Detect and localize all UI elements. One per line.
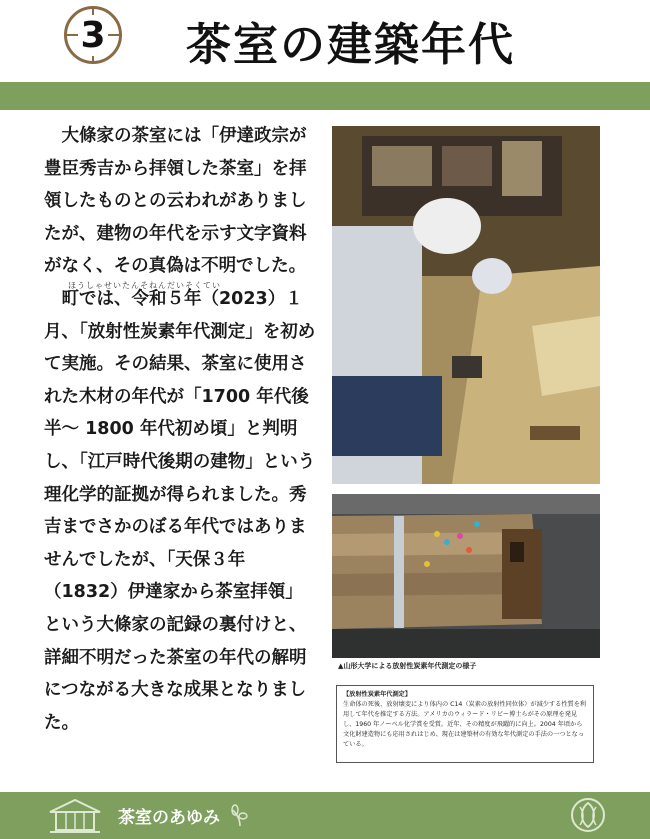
- note-box: [336, 685, 594, 763]
- section-number-badge: [64, 6, 122, 64]
- photo-caption: ▲山形大学による放射性炭素年代測定の様子: [338, 662, 477, 670]
- section-number: 3: [80, 15, 106, 56]
- header: [0, 0, 650, 78]
- title-band: [0, 82, 650, 110]
- note-title: 【放射性炭素年代測定】: [343, 691, 412, 698]
- page-title: 茶室の建築年代: [186, 18, 516, 71]
- paragraph-2: 町では、令和５年（2023）１月、「放射性炭素年代測定」を初めて実施。その結果、茶室に使用された木材の年代が「1700 年代後半～ 1800 年代初め頃」と判明し、「江戸時代後期の建物」という理化学的証拠が得られました。秀吉までさかのぼる年代ではありませんでしたが、「天保３年（1832）伊達家から茶室拝領」という大條家の記録の裏付けと、詳細不明だった茶室の年代の解明につながる大きな成果となりました。: [44, 288, 316, 733]
- teahouse-icon: [48, 798, 102, 838]
- body-text: [44, 120, 320, 739]
- sprig-icon: [230, 804, 250, 832]
- paragraph-1: 大條家の茶室には「伊達政宗が豊臣秀吉から拝領した茶室」を拝領したものとの云われがありましたが、建物の年代を示す文字資料がなく、その真偽は不明でした。: [44, 126, 307, 277]
- photo-measurement-work: [332, 126, 600, 484]
- family-crest-icon: [570, 797, 606, 837]
- footer-label: 茶室のあゆみ: [118, 808, 220, 828]
- photo-wood-sample: [332, 494, 600, 658]
- footer: [0, 792, 650, 839]
- ruby-reading: ほうしゃせいたんそねんだいそくてい: [68, 280, 221, 290]
- note-text: 生命体の死後、放射壊変により体内の C14（炭素の放射性同位体）が減少する性質を利用して年代を推定する方法。アメリカのウィラード・リビー博士らがその原理を発見し、1960 年ノーベル化学賞を受賞。近年、その精度が飛躍的に向上。2004 年頃から文化財建造物にも応用されはじめ、現在は建築材の有効な年代測定の手法の一つとなっている。: [343, 701, 587, 748]
